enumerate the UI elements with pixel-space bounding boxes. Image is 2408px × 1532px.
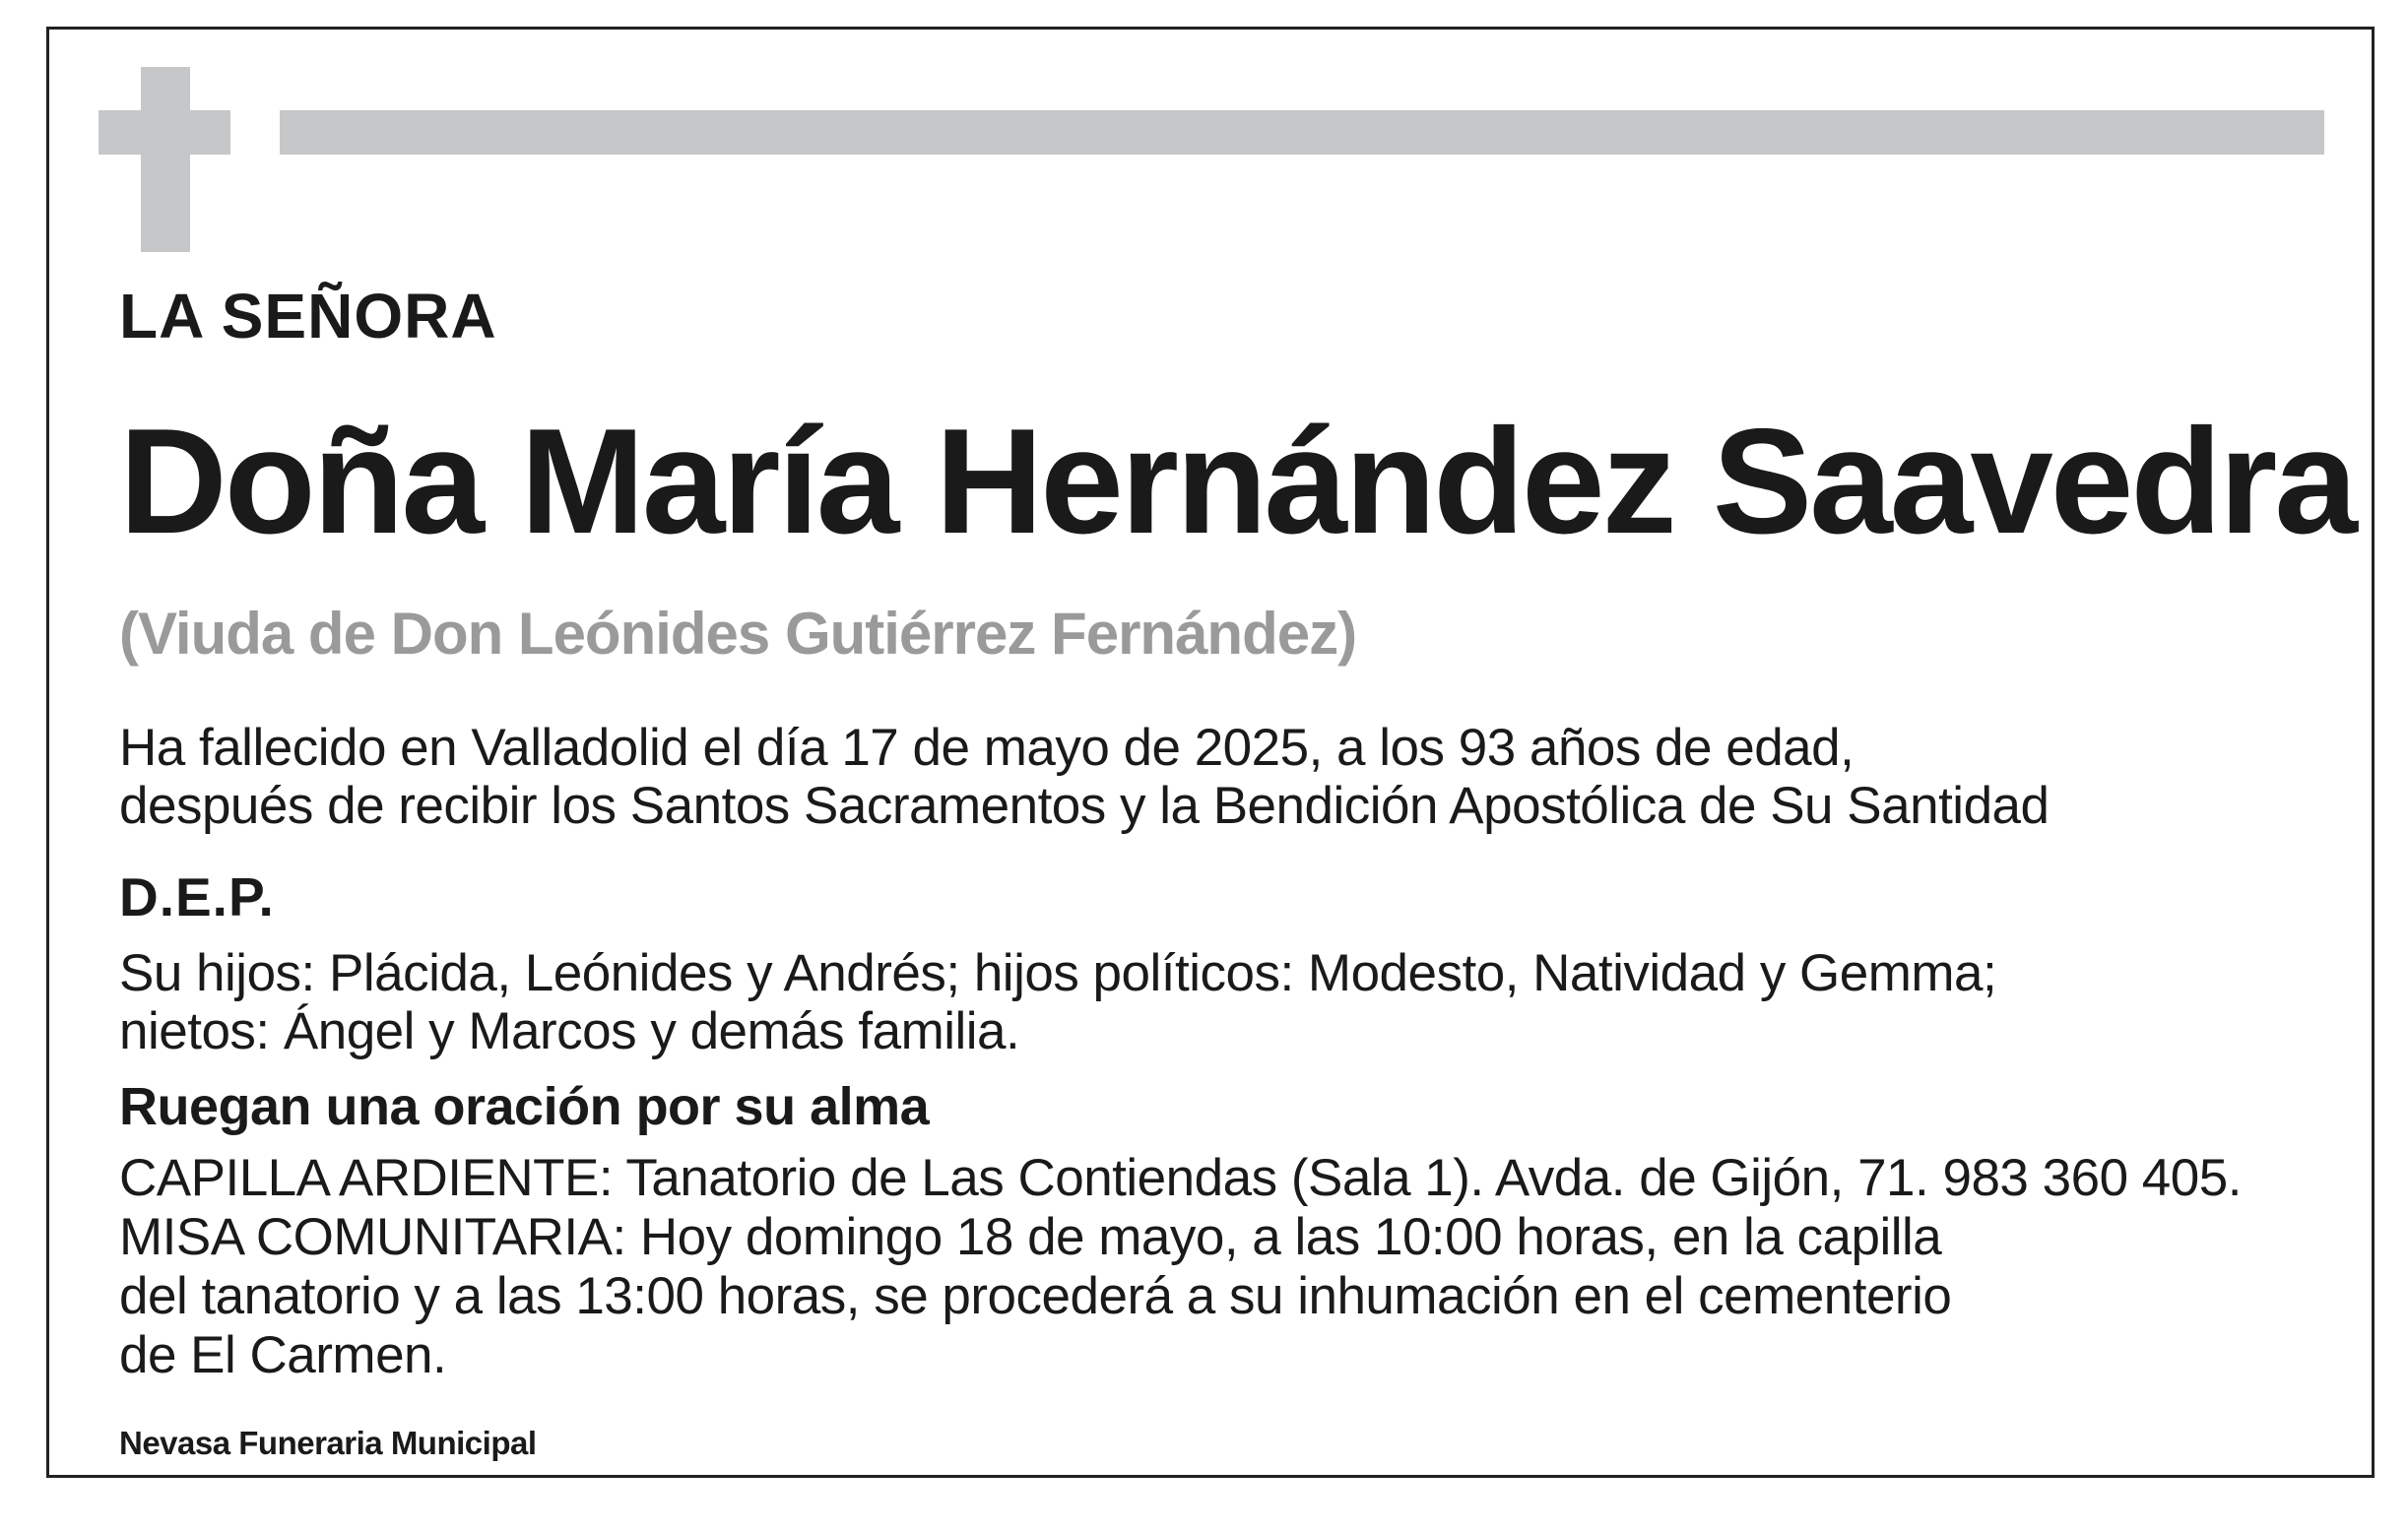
cross-horizontal-bar <box>98 110 230 155</box>
prayer-request: Ruegan una oración por su alma <box>119 1077 930 1136</box>
death-line-1: Ha fallecido en Valladolid el día 17 de mayo de 2025, a los 93 años de edad, <box>119 719 1855 777</box>
rip-heading: D.E.P. <box>119 866 275 927</box>
header-divider-bar <box>280 110 2324 155</box>
deceased-name: Doña María Hernández Saavedra <box>119 398 2355 565</box>
widow-of: (Viuda de Don Leónides Gutiérrez Fernández) <box>119 601 1357 667</box>
funeral-home: Nevasa Funeraria Municipal <box>119 1425 537 1461</box>
cross-vertical-bar <box>141 67 190 252</box>
service-line-3: del tanatorio y a las 13:00 horas, se procederá a su inhumación en el cementerio <box>119 1267 1952 1325</box>
death-line-2: después de recibir los Santos Sacramentos y la Bendición Apostólica de Su Santidad <box>119 777 2050 835</box>
service-line-1: CAPILLA ARDIENTE: Tanatorio de Las Contiendas (Sala 1). Avda. de Gijón, 71. 983 360 405. <box>119 1149 2242 1207</box>
family-line-2: nietos: Ángel y Marcos y demás familia. <box>119 1002 1020 1060</box>
family-line-1: Su hijos: Plácida, Leónides y Andrés; hijos políticos: Modesto, Natividad y Gemma; <box>119 944 1997 1002</box>
honorific: LA SEÑORA <box>119 281 497 351</box>
service-line-2: MISA COMUNITARIA: Hoy domingo 18 de mayo, a las 10:00 horas, en la capilla <box>119 1208 1942 1266</box>
service-line-4: de El Carmen. <box>119 1326 447 1384</box>
